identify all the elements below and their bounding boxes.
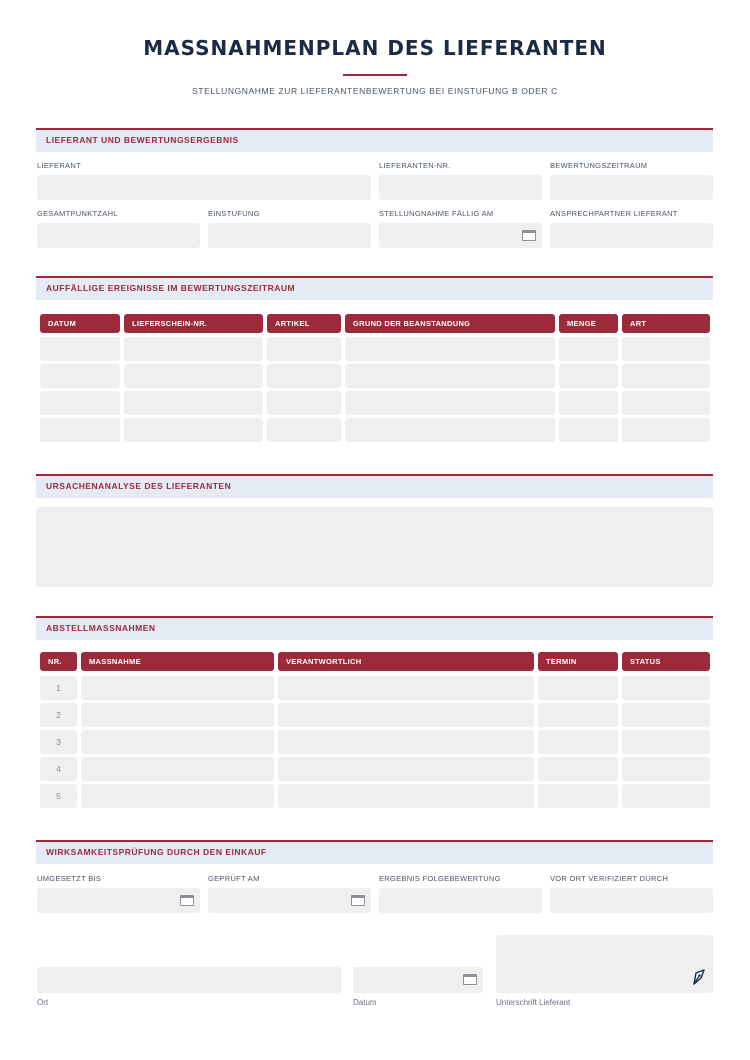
table-cell[interactable] — [278, 730, 534, 754]
table-cell[interactable] — [538, 703, 618, 727]
table-cell[interactable] — [267, 418, 341, 442]
section-header-abstellmassnahmen — [36, 616, 713, 640]
table-cell[interactable] — [538, 676, 618, 700]
row-number: 4 — [40, 757, 77, 781]
table-cell[interactable] — [267, 337, 341, 361]
table-cell[interactable] — [622, 757, 710, 781]
umgesetzt-label: UMGESETZT BIS — [37, 874, 102, 883]
ergebnis-label: ERGEBNIS FOLGEBEWERTUNG — [379, 874, 501, 883]
table-cell[interactable] — [81, 757, 274, 781]
table-cell[interactable] — [124, 418, 263, 442]
lieferant-field[interactable] — [37, 175, 371, 200]
column-header-status: STATUS — [622, 652, 710, 671]
title-divider — [343, 74, 407, 76]
table-cell[interactable] — [278, 757, 534, 781]
table-cell[interactable] — [622, 784, 710, 808]
umgesetzt-date-field[interactable] — [37, 888, 200, 913]
ursachenanalyse-textarea[interactable] — [36, 507, 713, 587]
row-number: 2 — [40, 703, 77, 727]
table-cell[interactable] — [124, 364, 263, 388]
table-cell[interactable] — [559, 391, 618, 415]
table-cell[interactable] — [622, 418, 710, 442]
table-cell[interactable] — [345, 418, 555, 442]
section-title: ABSTELLMASSNAHMEN — [46, 623, 156, 633]
table-cell[interactable] — [622, 730, 710, 754]
page-subtitle: STELLUNGNAHME ZUR LIEFERANTENBEWERTUNG BEI EINSTUFUNG B ODER C — [192, 86, 558, 96]
table-cell[interactable] — [40, 337, 120, 361]
section-header-lieferant — [36, 128, 713, 152]
row-number: 5 — [40, 784, 77, 808]
table-cell[interactable] — [559, 337, 618, 361]
table-cell[interactable] — [622, 676, 710, 700]
table-cell[interactable] — [40, 364, 120, 388]
unterschrift-label: Unterschrift Lieferant — [496, 998, 571, 1007]
table-cell[interactable] — [538, 784, 618, 808]
table-cell[interactable] — [345, 364, 555, 388]
vor-ort-label: VOR ORT VERIFIZIERT DURCH — [550, 874, 669, 883]
table-cell[interactable] — [345, 337, 555, 361]
table-cell[interactable] — [622, 391, 710, 415]
column-header-menge: MENGE — [559, 314, 618, 333]
table-cell[interactable] — [559, 364, 618, 388]
bewertungszeitraum-field[interactable] — [550, 175, 713, 200]
ort-label: Ort — [37, 998, 49, 1007]
table-cell[interactable] — [267, 364, 341, 388]
section-title: AUFFÄLLIGE EREIGNISSE IM BEWERTUNGSZEITRAUM — [46, 283, 296, 293]
table-cell[interactable] — [81, 784, 274, 808]
calendar-icon[interactable] — [180, 895, 194, 906]
table-cell[interactable] — [124, 391, 263, 415]
column-header-artikel: ARTIKEL — [267, 314, 341, 333]
table-cell[interactable] — [622, 364, 710, 388]
table-cell[interactable] — [345, 391, 555, 415]
table-cell[interactable] — [40, 418, 120, 442]
datum-date-field[interactable] — [353, 967, 483, 993]
calendar-icon[interactable] — [522, 230, 536, 241]
lieferanten-nr-label: LIEFERANTEN-NR. — [379, 161, 451, 170]
faellig-label: STELLUNGNAHME FÄLLIG AM — [379, 209, 494, 218]
column-header-datum: DATUM — [40, 314, 120, 333]
table-cell[interactable] — [81, 676, 274, 700]
calendar-icon[interactable] — [351, 895, 365, 906]
table-cell[interactable] — [559, 418, 618, 442]
table-cell[interactable] — [267, 391, 341, 415]
column-header-termin: TERMIN — [538, 652, 618, 671]
page-title: MASSNAHMENPLAN DES LIEFERANTEN — [143, 36, 607, 60]
table-cell[interactable] — [278, 784, 534, 808]
gesamtpunktzahl-field[interactable] — [37, 223, 200, 248]
faellig-date-field[interactable] — [379, 223, 542, 248]
row-number: 1 — [40, 676, 77, 700]
column-header-nr: NR. — [40, 652, 77, 671]
einstufung-label: EINSTUFUNG — [208, 209, 260, 218]
section-header-ereignisse — [36, 276, 713, 300]
geprueft-label: GEPRÜFT AM — [208, 874, 260, 883]
table-cell[interactable] — [622, 703, 710, 727]
table-cell[interactable] — [81, 730, 274, 754]
row-number: 3 — [40, 730, 77, 754]
lieferanten-nr-field[interactable] — [379, 175, 542, 200]
signature-field[interactable] — [496, 935, 713, 993]
table-cell[interactable] — [622, 337, 710, 361]
ansprechpartner-label: ANSPRECHPARTNER LIEFERANT — [550, 209, 678, 218]
bewertungszeitraum-label: BEWERTUNGSZEITRAUM — [550, 161, 648, 170]
column-header-lieferschein: LIEFERSCHEIN-NR. — [124, 314, 263, 333]
pen-icon — [691, 969, 707, 985]
table-cell[interactable] — [81, 703, 274, 727]
vor-ort-field[interactable] — [550, 888, 713, 913]
calendar-icon[interactable] — [463, 974, 477, 985]
gesamtpunktzahl-label: GESAMTPUNKTZAHL — [37, 209, 118, 218]
table-cell[interactable] — [124, 337, 263, 361]
ergebnis-field[interactable] — [379, 888, 542, 913]
section-title: URSACHENANALYSE DES LIEFERANTEN — [46, 481, 232, 491]
geprueft-date-field[interactable] — [208, 888, 371, 913]
ansprechpartner-field[interactable] — [550, 223, 713, 248]
table-cell[interactable] — [40, 391, 120, 415]
datum-label: Datum — [353, 998, 377, 1007]
table-cell[interactable] — [538, 730, 618, 754]
column-header-verantwortlich: VERANTWORTLICH — [278, 652, 534, 671]
lieferant-label: LIEFERANT — [37, 161, 81, 170]
section-header-wirksamkeit — [36, 840, 713, 864]
table-cell[interactable] — [278, 703, 534, 727]
column-header-grund: GRUND DER BEANSTANDUNG — [345, 314, 555, 333]
table-cell[interactable] — [538, 757, 618, 781]
section-title: LIEFERANT UND BEWERTUNGSERGEBNIS — [46, 135, 239, 145]
ort-field[interactable] — [37, 967, 341, 993]
section-title: WIRKSAMKEITSPRÜFUNG DURCH DEN EINKAUF — [46, 847, 267, 857]
section-header-ursachenanalyse — [36, 474, 713, 498]
column-header-art: ART — [622, 314, 710, 333]
table-cell[interactable] — [278, 676, 534, 700]
column-header-massnahme: MASSNAHME — [81, 652, 274, 671]
einstufung-field[interactable] — [208, 223, 371, 248]
